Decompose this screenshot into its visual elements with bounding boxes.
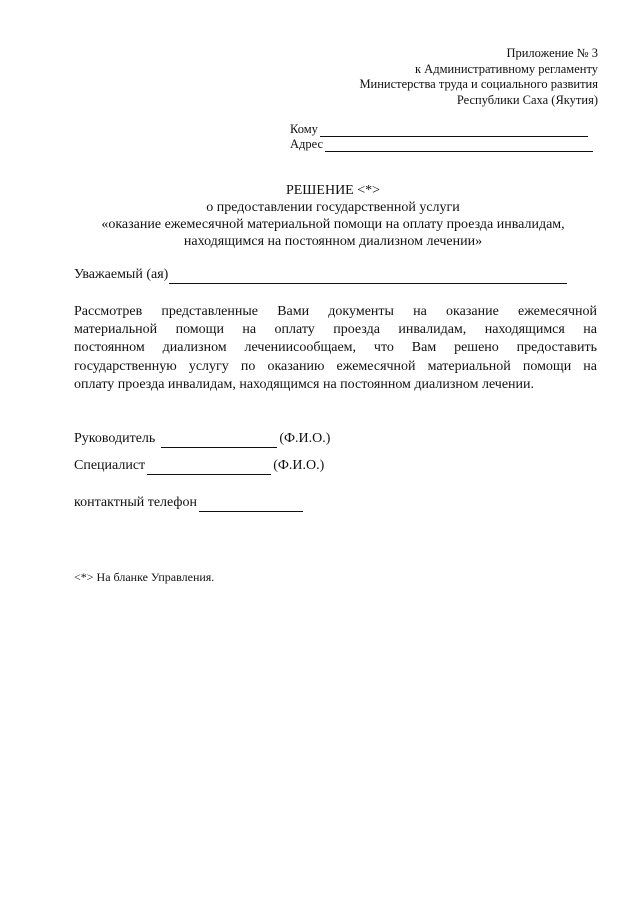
annex-line-3: Министерства труда и социального развития bbox=[359, 77, 598, 91]
body-line-2: материальной помощи на оплату проезда инвалидам, находящимся на bbox=[74, 322, 597, 338]
annex-header bbox=[359, 46, 598, 108]
footnote: <*> На бланке Управления. bbox=[74, 570, 215, 584]
document-title bbox=[0, 182, 640, 250]
phone-row bbox=[74, 494, 305, 512]
recipient-address-row bbox=[290, 137, 593, 152]
greeting-label: Уважаемый (ая) bbox=[74, 267, 169, 282]
head-signature-field[interactable] bbox=[161, 434, 277, 448]
annex-line-4: Республики Саха (Якутия) bbox=[456, 92, 598, 107]
recipient-to-field[interactable] bbox=[320, 125, 588, 137]
recipient-address-field[interactable] bbox=[325, 140, 593, 152]
head-fio: (Ф.И.О.) bbox=[279, 431, 331, 446]
recipient-to-label: Кому bbox=[290, 122, 318, 136]
body-line-3: постоянном диализном лечениисообщаем, что Вам решено предоставить bbox=[74, 340, 597, 356]
title-line-4: находящимся на постоянном диализном лечении» bbox=[183, 234, 483, 249]
specialist-signature-row bbox=[74, 457, 324, 475]
greeting-name-field[interactable] bbox=[169, 270, 567, 284]
title-line-2: о предоставлении государственной услуги bbox=[206, 200, 460, 215]
specialist-fio: (Ф.И.О.) bbox=[273, 458, 325, 473]
annex-line-1: Приложение № 3 bbox=[506, 46, 598, 60]
decision-body bbox=[74, 303, 597, 394]
recipient-block bbox=[290, 122, 593, 152]
head-signature-row bbox=[74, 430, 330, 448]
title-line-3: «оказание ежемесячной материальной помощи на оплату проезда инвалидам, bbox=[101, 217, 565, 232]
title-heading: РЕШЕНИЕ <*> bbox=[285, 183, 381, 198]
body-line-1: Рассмотрев представленные Вами документы на оказание ежемесячной bbox=[74, 304, 597, 319]
head-label: Руководитель bbox=[74, 431, 156, 446]
annex-line-2: к Административному регламенту bbox=[414, 61, 598, 76]
recipient-to-row bbox=[290, 122, 593, 137]
specialist-label: Специалист bbox=[74, 458, 146, 473]
body-line-5: оплату проезда инвалидам, находящимся на постоянном диализном лечении. bbox=[74, 376, 535, 392]
phone-label: контактный телефон bbox=[74, 495, 197, 510]
body-line-4: государственную услугу по оказанию ежемесячной материальной помощи на bbox=[74, 358, 597, 374]
phone-field[interactable] bbox=[199, 498, 303, 512]
greeting-row bbox=[74, 266, 567, 284]
specialist-signature-field[interactable] bbox=[147, 461, 271, 475]
recipient-address-label: Адрес bbox=[290, 137, 324, 151]
